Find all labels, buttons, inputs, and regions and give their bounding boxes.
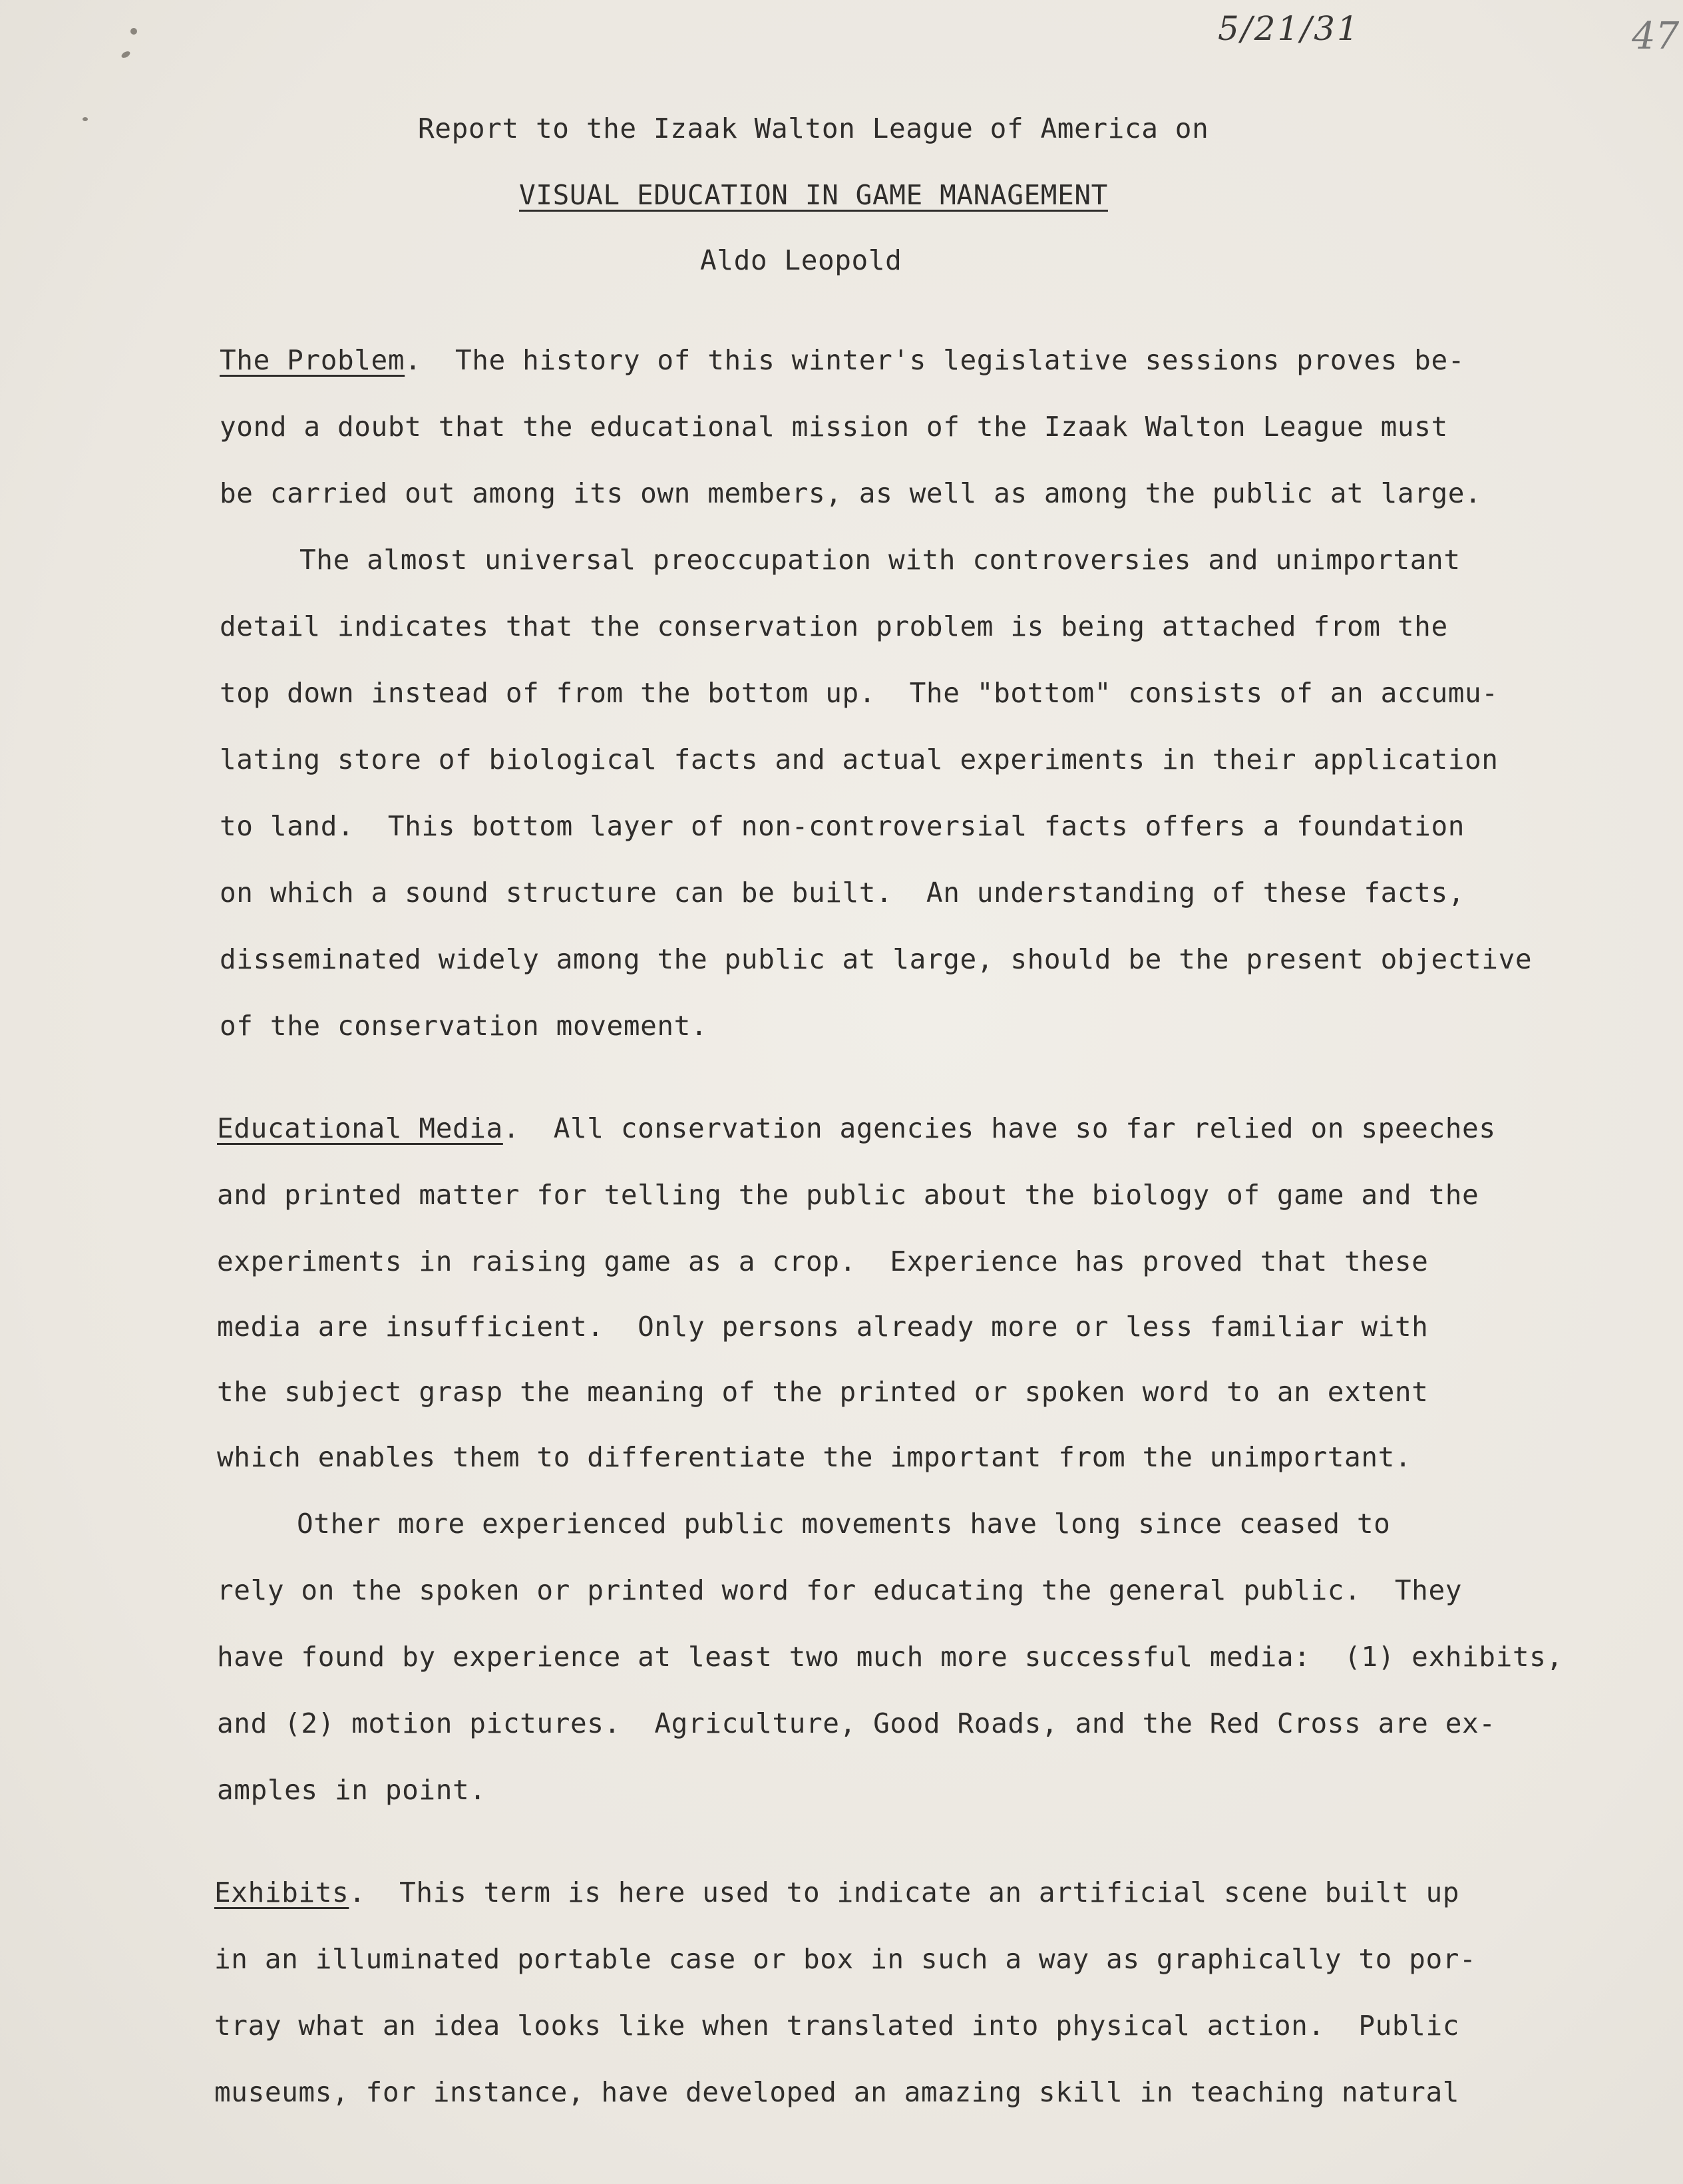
paragraph-line: and printed matter for telling the public about the biology of game and the	[217, 1179, 1479, 1211]
paragraph-line: rely on the spoken or printed word for educating the general public. They	[217, 1574, 1463, 1606]
paragraph-line: tray what an idea looks like when translated into physical action. Public	[214, 2010, 1460, 2042]
paragraph-line: . All conservation agencies have so far relied on speeches	[502, 1112, 1496, 1144]
section-heading-exhibits: Exhibits	[214, 1876, 349, 1908]
paragraph-line: the subject grasp the meaning of the printed or spoken word to an extent	[217, 1376, 1429, 1408]
paragraph-line: which enables them to differentiate the important from the unimportant.	[217, 1441, 1412, 1473]
paper-speck	[83, 117, 88, 121]
paragraph-line: of the conservation movement.	[220, 1010, 708, 1042]
section-heading-problem: The Problem	[220, 344, 405, 376]
section-exhibits-first-line	[214, 1876, 1459, 1909]
paragraph-line: . The history of this winter's legislative sessions proves be-	[405, 344, 1465, 376]
paragraph-line: media are insufficient. Only persons already more or less familiar with	[217, 1311, 1429, 1343]
paragraph-line: disseminated widely among the public at large, should be the present objective	[220, 943, 1533, 975]
author-name: Aldo Leopold	[700, 244, 902, 276]
paper-speck	[120, 50, 131, 59]
handwritten-date: 5/21/31	[1218, 9, 1360, 48]
paragraph-line: Other more experienced public movements have long since ceased to	[297, 1508, 1391, 1540]
document-title: VISUAL EDUCATION IN GAME MANAGEMENT	[519, 179, 1108, 211]
section-heading-media: Educational Media	[217, 1112, 503, 1144]
paragraph-line: to land. This bottom layer of non-controversial facts offers a foundation	[220, 810, 1465, 842]
section-problem-first-line	[220, 343, 1465, 377]
paragraph-line: amples in point.	[217, 1774, 486, 1806]
paragraph-line: be carried out among its own members, as well as among the public at large.	[220, 477, 1482, 509]
paragraph-line: on which a sound structure can be built. An understanding of these facts,	[220, 877, 1465, 909]
paragraph-line: have found by experience at least two much more successful media: (1) exhibits,	[217, 1641, 1563, 1673]
paragraph-line: . This term is here used to indicate an artificial scene built up	[349, 1876, 1460, 1908]
paragraph-line: experiments in raising game as a crop. Experience has proved that these	[217, 1245, 1429, 1277]
paragraph-line: yond a doubt that the educational mission of the Izaak Walton League must	[220, 411, 1448, 443]
paragraph-line: detail indicates that the conservation problem is being attached from the	[220, 610, 1448, 642]
paragraph-line: museums, for instance, have developed an amazing skill in teaching natural	[214, 2076, 1460, 2108]
report-line: Report to the Izaak Walton League of America on	[418, 112, 1209, 144]
paragraph-line: The almost universal preoccupation with controversies and unimportant	[299, 544, 1461, 576]
paragraph-line: lating store of biological facts and actual experiments in their application	[220, 744, 1499, 775]
section-media-first-line	[217, 1112, 1496, 1145]
paragraph-line: top down instead of from the bottom up. The "bottom" consists of an accumu-	[220, 677, 1499, 709]
handwritten-page-number: 47	[1632, 15, 1680, 58]
paragraph-line: and (2) motion pictures. Agriculture, Good Roads, and the Red Cross are ex-	[217, 1707, 1496, 1739]
paper-speck	[130, 28, 137, 35]
paragraph-line: in an illuminated portable case or box in such a way as graphically to por-	[214, 1943, 1477, 1975]
